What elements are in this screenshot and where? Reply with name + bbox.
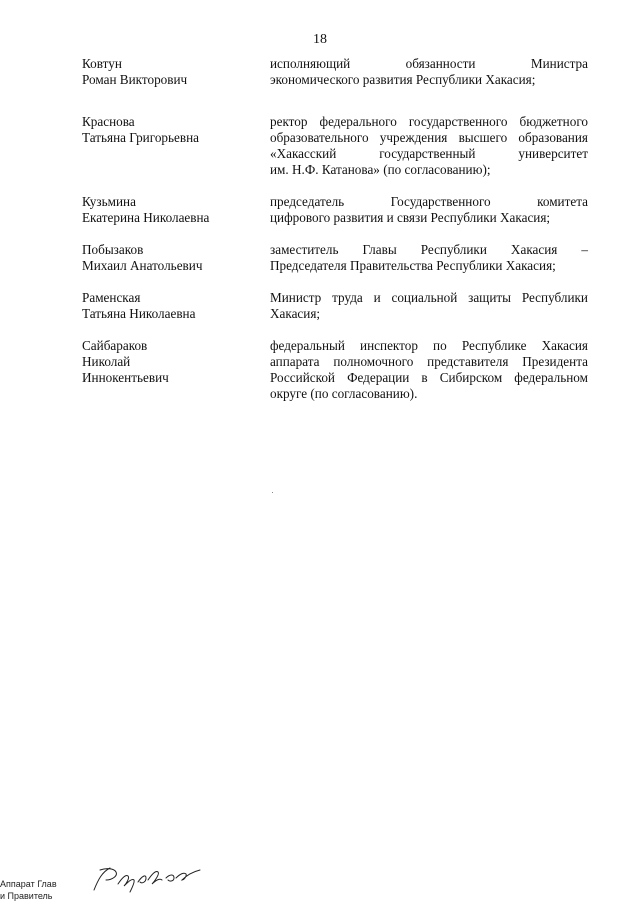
member-entry (82, 290, 588, 322)
role-line: федеральный инспектор по Республике Хакасия (270, 338, 588, 353)
member-name (82, 56, 270, 88)
approval-stamp (0, 878, 57, 902)
member-surname: Сайбараков (82, 338, 148, 353)
role-line: исполняющий обязанности Министра (270, 56, 588, 71)
member-surname: Краснова (82, 114, 135, 129)
member-given-names: Татьяна Николаевна (82, 306, 196, 321)
member-name (82, 290, 270, 322)
member-name (82, 242, 270, 274)
member-role (270, 56, 588, 88)
role-line: Председателя Правительства Республики Хакасия; (270, 258, 556, 273)
stamp-line: Аппарат Глав (0, 879, 57, 889)
role-line: аппарата полномочного представителя Президента (270, 354, 588, 369)
role-line: Министр труда и социальной защиты Республики (270, 290, 588, 305)
member-name (82, 114, 270, 178)
member-name (82, 194, 270, 226)
role-line: Российской Федерации в Сибирском федеральном (270, 370, 588, 385)
member-name (82, 338, 270, 402)
member-given-name: Николай (82, 354, 131, 369)
member-given-names: Роман Викторович (82, 72, 188, 87)
member-role (270, 338, 588, 402)
handwritten-signature (88, 862, 208, 896)
role-line: заместитель Главы Республики Хакасия – (270, 242, 588, 257)
role-line: им. Н.Ф. Катанова» (по согласованию); (270, 162, 491, 177)
member-role (270, 290, 588, 322)
role-line: Хакасия; (270, 306, 321, 321)
member-patronymic: Иннокентьевич (82, 370, 169, 385)
role-line: округе (по согласованию). (270, 386, 418, 401)
member-given-names: Татьяна Григорьевна (82, 130, 200, 145)
member-surname: Раменская (82, 290, 141, 305)
role-line: экономического развития Республики Хакасия; (270, 72, 536, 87)
member-role (270, 242, 588, 274)
role-line: «Хакасский государственный университет (270, 146, 588, 161)
member-entry (82, 242, 588, 274)
role-line: председатель Государственного комитета (270, 194, 588, 209)
stamp-line: и Правитель (0, 891, 53, 901)
member-role (270, 114, 588, 178)
role-line: ректор федерального государственного бюджетного (270, 114, 588, 129)
member-surname: Ковтун (82, 56, 122, 71)
scan-speck (272, 492, 273, 493)
member-entry (82, 338, 588, 402)
member-given-names: Михаил Анатольевич (82, 258, 203, 273)
member-surname: Побызаков (82, 242, 144, 257)
page-number: 18 (313, 32, 327, 47)
role-line: цифрового развития и связи Республики Хакасия; (270, 210, 551, 225)
member-entry (82, 194, 588, 226)
member-surname: Кузьмина (82, 194, 136, 209)
member-given-names: Екатерина Николаевна (82, 210, 210, 225)
member-role (270, 194, 588, 226)
role-line: образовательного учреждения высшего образования (270, 130, 588, 145)
member-entry (82, 56, 588, 88)
member-entry (82, 114, 588, 178)
